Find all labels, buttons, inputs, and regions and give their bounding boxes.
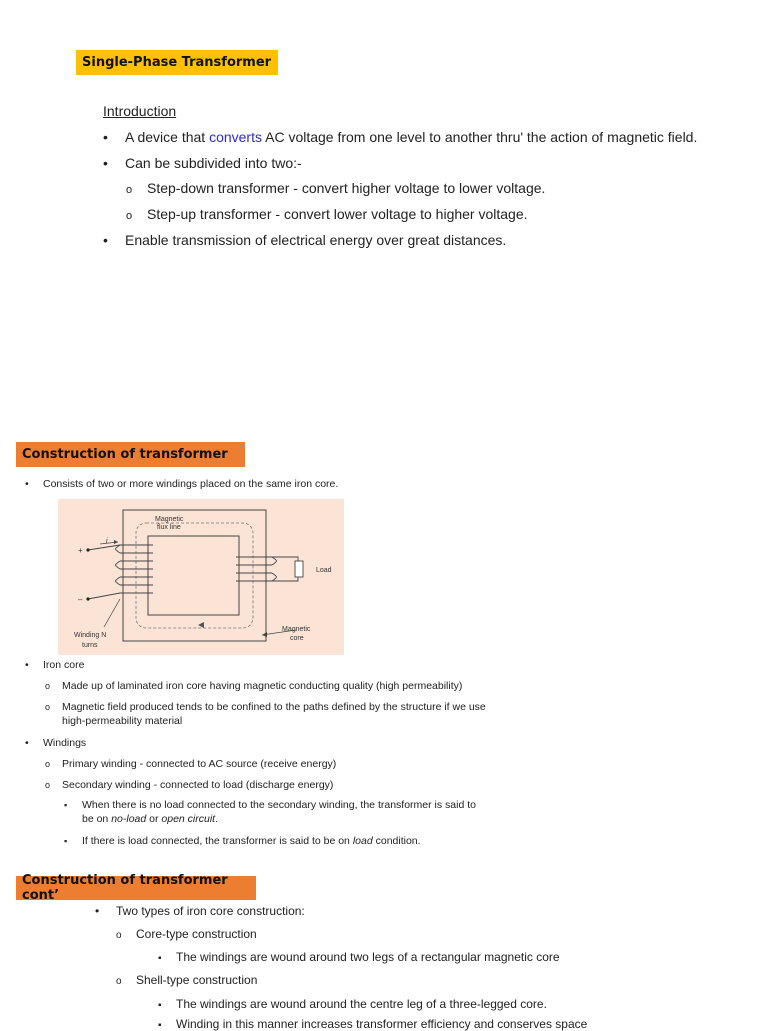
iron-sub-1 [45,680,463,692]
cont-sq-2 [158,997,547,1011]
sub-bullet-marker [126,210,132,222]
flux-line-path [136,523,253,628]
wind-sub-1-text: Primary winding - connected to AC source (receive energy) [62,758,337,770]
secondary-winding [236,557,277,581]
intro-bullet-1 [103,129,698,145]
wind-sub-1 [45,758,337,770]
diagram-label-minus: – [78,595,83,604]
intro-bullet-2-text: Can be subdivided into two:- [125,155,302,171]
wind-sq-1-line-2 [82,813,218,825]
sub-bullet-marker [45,681,50,691]
intro-bullet-1-suffix: AC voltage from one level to another thru' the action of magnetic field. [261,129,698,145]
sub-bullet-marker [45,780,50,790]
wind-sq-1-text-b: no-load [111,813,147,825]
diagram-label-flux-2: flux line [157,524,181,531]
core-inner-outline [148,536,239,615]
bullet-marker [25,478,29,490]
section-heading-single-phase: Single-Phase Transformer [76,50,278,75]
iron-core-text: Iron core [43,659,85,671]
iron-sub-2-line-2: high-permeability material [62,715,183,727]
wind-sq-1-text-a: be on [82,813,112,825]
cont-sq-1 [158,950,560,964]
diagram-label-load: Load [316,567,332,574]
wind-sub-2 [45,779,334,791]
sub-bullet-marker [45,702,50,712]
square-bullet-marker [158,953,162,964]
diagram-label-flux-1: Magnetic [155,516,184,523]
windings-bullet [25,737,87,749]
wind-sq-2-text-a: If there is load connected, the transformer is said to be on [82,835,353,847]
introduction-subheading: Introduction [103,103,177,119]
square-bullet-marker [64,836,67,846]
wind-sq-2-text-b: load [352,835,373,847]
iron-sub-1-text: Made up of laminated iron core having magnetic conducting quality (high permeability) [62,680,463,692]
cont-bullet-1-text: Two types of iron core construction: [116,904,305,918]
bullet-marker [95,904,99,918]
wind-sq-1-text-c: or [146,813,162,825]
sub-bullet-marker [116,976,122,987]
wind-sq-1-text-e: . [215,813,219,825]
iron-core-bullet [25,659,85,671]
sub-bullet-marker [126,184,132,196]
primary-winding [116,545,154,593]
wind-sq-2-text-c: condition. [372,835,421,847]
cont-sq-3-text: Winding in this manner increases transformer efficiency and conserves space [176,1017,588,1031]
wind-sq-2 [64,835,421,847]
sub-bullet-marker [116,930,122,941]
cont-sub-2-text: Shell-type construction [136,973,258,987]
bullet-marker [25,659,29,671]
wind-sq-1 [64,799,476,811]
diagram-label-current: i [106,538,108,545]
square-bullet-marker [64,800,67,810]
bullet-marker [25,737,29,749]
cont-sq-3-partial [158,1017,588,1031]
intro-bullet-1-prefix: A device that [125,129,210,145]
diagram-label-core-1: Magnetic [282,626,311,633]
wind-sq-1-text-d: open circuit [161,813,216,825]
intro-sub-1 [126,180,546,196]
intro-bullet-2 [103,155,302,171]
iron-sub-2-line-1: Magnetic field produced tends to be confined to the paths defined by the structure if we use [62,701,486,713]
bullet-marker [103,232,108,248]
intro-bullet-3-text: Enable transmission of electrical energy over great distances. [125,232,507,248]
construction-bullet-1-text: Consists of two or more windings placed on the same iron core. [43,478,339,490]
intro-bullet-1-highlight: converts [209,129,262,145]
iron-sub-2 [45,701,486,713]
cont-sub-1 [116,927,257,941]
wind-sub-2-text: Secondary winding - connected to load (discharge energy) [62,779,334,791]
core-outer-outline [123,510,266,641]
construction-bullet-1 [25,478,339,490]
intro-bullet-3 [103,232,507,248]
bullet-marker [103,129,108,145]
windings-text: Windings [43,737,87,749]
diagram-label-winding-1: Winding N [74,632,107,639]
square-bullet-marker [158,1000,162,1011]
cont-bullet-1 [95,904,305,918]
diagram-label-core-2: core [290,635,304,642]
wind-sq-1-line-1: When there is no load connected to the secondary winding, the transformer is said to [82,799,476,811]
intro-sub-2-text: Step-up transformer - convert lower voltage to higher voltage. [147,206,528,222]
cont-sq-2-text: The windings are wound around the centre leg of a three-legged core. [176,997,547,1011]
diagram-label-plus: + [78,546,83,555]
diagram-label-winding-2: turns [82,642,98,649]
load-box [295,561,303,577]
cont-sq-1-text: The windings are wound around two legs of a rectangular magnetic core [176,950,560,964]
cont-sub-1-text: Core-type construction [136,927,257,941]
bullet-marker [103,155,108,171]
intro-sub-2 [126,206,528,222]
transformer-diagram [58,499,344,655]
section-heading-construction-cont: Construction of transformer cont’ [16,876,256,900]
intro-sub-1-text: Step-down transformer - convert higher voltage to lower voltage. [147,180,546,196]
section-heading-construction: Construction of transformer [16,442,245,467]
cont-sub-2 [116,973,258,987]
square-bullet-marker [158,1020,162,1031]
sub-bullet-marker [45,759,50,769]
